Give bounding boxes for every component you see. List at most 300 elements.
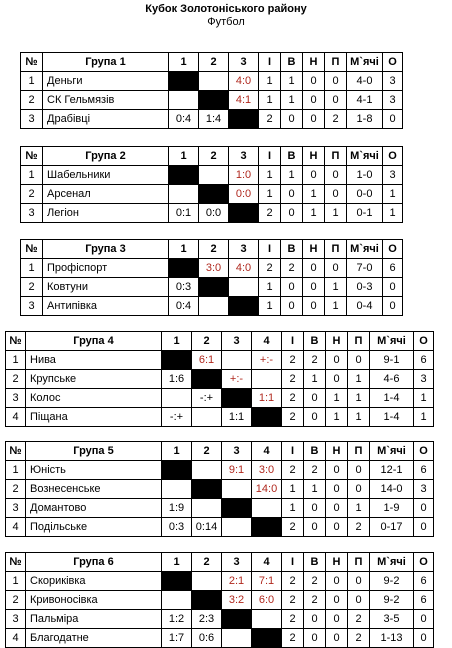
match-result: 2:3 xyxy=(192,610,222,629)
match-result: 4:0 xyxy=(229,259,259,278)
column-header: М`ячі xyxy=(370,442,414,461)
games-played: 2 xyxy=(259,204,281,223)
losses: 2 xyxy=(348,518,370,537)
column-header: П xyxy=(348,332,370,351)
table-row xyxy=(6,629,434,648)
match-result xyxy=(169,185,199,204)
losses: 0 xyxy=(348,480,370,499)
column-header: М`ячі xyxy=(370,332,414,351)
match-result: 9:1 xyxy=(222,461,252,480)
column-header: О xyxy=(383,53,403,72)
column-header: 2 xyxy=(199,240,229,259)
column-header: 4 xyxy=(252,332,282,351)
diagonal-cell xyxy=(169,259,199,278)
goals: 0-1 xyxy=(347,204,383,223)
losses: 0 xyxy=(325,91,347,110)
table-row xyxy=(6,389,434,408)
games-played: 2 xyxy=(282,351,304,370)
row-number: 1 xyxy=(21,72,43,91)
points: 3 xyxy=(383,91,403,110)
games-played: 2 xyxy=(282,389,304,408)
team-name: Піщана xyxy=(26,408,162,427)
losses: 0 xyxy=(348,591,370,610)
draws: 0 xyxy=(303,166,325,185)
wins: 0 xyxy=(304,629,326,648)
points: 3 xyxy=(414,370,434,389)
draws: 1 xyxy=(303,185,325,204)
goals: 7-0 xyxy=(347,259,383,278)
column-header: 2 xyxy=(192,553,222,572)
group-name: Група 3 xyxy=(43,240,169,259)
column-header: № xyxy=(6,332,26,351)
match-result xyxy=(199,166,229,185)
match-result xyxy=(222,351,252,370)
draws: 0 xyxy=(326,518,348,537)
draws: 0 xyxy=(303,278,325,297)
wins: 0 xyxy=(281,110,303,129)
group-name: Група 1 xyxy=(43,53,169,72)
draws: 1 xyxy=(303,204,325,223)
losses: 2 xyxy=(348,610,370,629)
table-header-row xyxy=(6,332,434,351)
games-played: 1 xyxy=(259,91,281,110)
team-name: Кривоносівка xyxy=(26,591,162,610)
column-header: Н xyxy=(326,332,348,351)
group-table-4 xyxy=(5,331,434,427)
goals: 1-4 xyxy=(370,408,414,427)
row-number: 4 xyxy=(6,629,26,648)
match-result xyxy=(222,480,252,499)
page-subtitle: Футбол xyxy=(207,16,245,28)
column-header: О xyxy=(383,240,403,259)
column-header: В xyxy=(281,147,303,166)
row-number: 2 xyxy=(6,591,26,610)
column-header: П xyxy=(348,553,370,572)
column-header: 3 xyxy=(229,53,259,72)
games-played: 2 xyxy=(259,110,281,129)
losses: 0 xyxy=(325,185,347,204)
group-table-2 xyxy=(20,146,403,223)
column-header: О xyxy=(414,442,434,461)
table-row xyxy=(6,480,434,499)
team-name: Драбівці xyxy=(43,110,169,129)
points: 1 xyxy=(383,185,403,204)
match-result: 1:9 xyxy=(162,499,192,518)
column-header: І xyxy=(259,53,281,72)
match-result: 3:0 xyxy=(252,461,282,480)
column-header: 3 xyxy=(222,332,252,351)
column-header: І xyxy=(282,332,304,351)
column-header: 3 xyxy=(229,147,259,166)
wins: 2 xyxy=(281,259,303,278)
match-result: 0:4 xyxy=(169,297,199,316)
losses: 0 xyxy=(325,166,347,185)
column-header: 4 xyxy=(252,442,282,461)
team-name: Профіспорт xyxy=(43,259,169,278)
losses: 0 xyxy=(348,572,370,591)
row-number: 1 xyxy=(6,461,26,480)
match-result xyxy=(199,72,229,91)
wins: 1 xyxy=(281,166,303,185)
points: 1 xyxy=(383,204,403,223)
diagonal-cell xyxy=(162,461,192,480)
table-row xyxy=(21,91,403,110)
wins: 0 xyxy=(304,389,326,408)
table-row xyxy=(6,461,434,480)
draws: 0 xyxy=(326,629,348,648)
wins: 1 xyxy=(281,72,303,91)
match-result xyxy=(162,591,192,610)
column-header: М`ячі xyxy=(347,240,383,259)
team-name: Легіон xyxy=(43,204,169,223)
draws: 0 xyxy=(326,610,348,629)
losses: 1 xyxy=(325,278,347,297)
games-played: 1 xyxy=(259,278,281,297)
column-header: 1 xyxy=(162,553,192,572)
draws: 0 xyxy=(326,499,348,518)
games-played: 1 xyxy=(259,297,281,316)
match-result xyxy=(199,297,229,316)
wins: 0 xyxy=(281,204,303,223)
column-header: № xyxy=(6,442,26,461)
match-result xyxy=(162,480,192,499)
goals: 9-1 xyxy=(370,351,414,370)
wins: 1 xyxy=(304,480,326,499)
draws: 0 xyxy=(326,572,348,591)
goals: 1-0 xyxy=(347,166,383,185)
match-result: 2:1 xyxy=(222,572,252,591)
draws: 0 xyxy=(326,591,348,610)
losses: 0 xyxy=(325,72,347,91)
column-header: 1 xyxy=(169,53,199,72)
match-result xyxy=(222,629,252,648)
match-result: 4:0 xyxy=(229,72,259,91)
match-result: 6:0 xyxy=(252,591,282,610)
diagonal-cell xyxy=(192,480,222,499)
goals: 1-9 xyxy=(370,499,414,518)
wins: 1 xyxy=(304,370,326,389)
match-result xyxy=(169,91,199,110)
points: 6 xyxy=(383,259,403,278)
wins: 2 xyxy=(304,572,326,591)
match-result xyxy=(192,408,222,427)
match-result: 1:7 xyxy=(162,629,192,648)
wins: 0 xyxy=(281,297,303,316)
column-header: 4 xyxy=(252,553,282,572)
column-header: № xyxy=(6,553,26,572)
column-header: М`ячі xyxy=(347,53,383,72)
goals: 0-4 xyxy=(347,297,383,316)
column-header: Н xyxy=(303,53,325,72)
table-row xyxy=(6,518,434,537)
column-header: М`ячі xyxy=(370,553,414,572)
games-played: 2 xyxy=(282,518,304,537)
page-title: Кубок Золотоніського району xyxy=(145,3,307,15)
diagonal-cell xyxy=(199,91,229,110)
column-header: П xyxy=(325,147,347,166)
match-result: 3:2 xyxy=(222,591,252,610)
diagonal-cell xyxy=(162,572,192,591)
draws: 0 xyxy=(326,370,348,389)
games-played: 2 xyxy=(282,572,304,591)
goals: 14-0 xyxy=(370,480,414,499)
team-name: Подільське xyxy=(26,518,162,537)
row-number: 4 xyxy=(6,408,26,427)
table-row xyxy=(6,499,434,518)
match-result: 1:2 xyxy=(162,610,192,629)
match-result: 1:1 xyxy=(252,389,282,408)
row-number: 4 xyxy=(6,518,26,537)
goals: 4-6 xyxy=(370,370,414,389)
match-result: 1:4 xyxy=(199,110,229,129)
column-header: 1 xyxy=(162,442,192,461)
diagonal-cell xyxy=(192,370,222,389)
goals: 12-1 xyxy=(370,461,414,480)
diagonal-cell xyxy=(252,629,282,648)
goals: 0-17 xyxy=(370,518,414,537)
table-row xyxy=(6,408,434,427)
match-result xyxy=(229,278,259,297)
draws: 0 xyxy=(303,91,325,110)
draws: 0 xyxy=(326,351,348,370)
match-result xyxy=(192,461,222,480)
table-row xyxy=(6,370,434,389)
match-result xyxy=(192,499,222,518)
losses: 1 xyxy=(348,389,370,408)
row-number: 3 xyxy=(6,389,26,408)
row-number: 1 xyxy=(21,259,43,278)
match-result xyxy=(252,370,282,389)
diagonal-cell xyxy=(222,389,252,408)
match-result: 0:0 xyxy=(199,204,229,223)
column-header: І xyxy=(282,442,304,461)
group-table-6 xyxy=(5,552,434,648)
row-number: 2 xyxy=(21,185,43,204)
column-header: І xyxy=(259,147,281,166)
row-number: 3 xyxy=(21,297,43,316)
table-header-row xyxy=(6,442,434,461)
match-result: 14:0 xyxy=(252,480,282,499)
group-name: Група 4 xyxy=(26,332,162,351)
draws: 1 xyxy=(326,408,348,427)
wins: 0 xyxy=(281,278,303,297)
games-played: 2 xyxy=(259,259,281,278)
column-header: О xyxy=(383,147,403,166)
wins: 0 xyxy=(304,610,326,629)
points: 0 xyxy=(414,629,434,648)
table-header-row xyxy=(21,147,403,166)
match-result xyxy=(192,572,222,591)
wins: 2 xyxy=(304,461,326,480)
column-header: 3 xyxy=(222,553,252,572)
goals: 1-13 xyxy=(370,629,414,648)
column-header: Н xyxy=(303,240,325,259)
points: 0 xyxy=(383,278,403,297)
column-header: В xyxy=(304,442,326,461)
diagonal-cell xyxy=(252,408,282,427)
team-name: Скориківка xyxy=(26,572,162,591)
diagonal-cell xyxy=(229,204,259,223)
column-header: П xyxy=(325,240,347,259)
points: 1 xyxy=(414,408,434,427)
table-row xyxy=(21,166,403,185)
table-row xyxy=(6,351,434,370)
points: 0 xyxy=(414,499,434,518)
team-name: Домантово xyxy=(26,499,162,518)
match-result: 0:4 xyxy=(169,110,199,129)
column-header: О xyxy=(414,332,434,351)
diagonal-cell xyxy=(252,518,282,537)
team-name: Крупське xyxy=(26,370,162,389)
group-name: Група 5 xyxy=(26,442,162,461)
points: 6 xyxy=(414,351,434,370)
points: 6 xyxy=(414,461,434,480)
table-row xyxy=(21,204,403,223)
points: 6 xyxy=(414,591,434,610)
team-name: Ковтуни xyxy=(43,278,169,297)
draws: 0 xyxy=(326,480,348,499)
points: 1 xyxy=(414,389,434,408)
draws: 0 xyxy=(303,259,325,278)
row-number: 1 xyxy=(6,572,26,591)
column-header: № xyxy=(21,147,43,166)
team-name: СК Гельмязів xyxy=(43,91,169,110)
column-header: І xyxy=(282,553,304,572)
match-result xyxy=(222,518,252,537)
table-row xyxy=(21,297,403,316)
wins: 0 xyxy=(281,185,303,204)
points: 3 xyxy=(383,166,403,185)
group-table-3 xyxy=(20,239,403,316)
losses: 2 xyxy=(348,629,370,648)
losses: 1 xyxy=(325,297,347,316)
row-number: 2 xyxy=(6,370,26,389)
match-result: 0:0 xyxy=(229,185,259,204)
row-number: 2 xyxy=(6,480,26,499)
column-header: О xyxy=(414,553,434,572)
wins: 1 xyxy=(281,91,303,110)
games-played: 2 xyxy=(282,370,304,389)
group-table-5 xyxy=(5,441,434,537)
games-played: 1 xyxy=(282,480,304,499)
wins: 2 xyxy=(304,351,326,370)
goals: 3-5 xyxy=(370,610,414,629)
draws: 0 xyxy=(303,297,325,316)
row-number: 1 xyxy=(21,166,43,185)
points: 0 xyxy=(414,518,434,537)
losses: 1 xyxy=(348,408,370,427)
losses: 0 xyxy=(348,461,370,480)
goals: 0-0 xyxy=(347,185,383,204)
table-header-row xyxy=(6,553,434,572)
match-result: 7:1 xyxy=(252,572,282,591)
match-result: -:+ xyxy=(192,389,222,408)
column-header: В xyxy=(304,332,326,351)
points: 6 xyxy=(414,572,434,591)
row-number: 1 xyxy=(6,351,26,370)
goals: 0-3 xyxy=(347,278,383,297)
column-header: Н xyxy=(326,442,348,461)
goals: 9-2 xyxy=(370,572,414,591)
goals: 1-8 xyxy=(347,110,383,129)
table-row xyxy=(21,185,403,204)
wins: 0 xyxy=(304,499,326,518)
row-number: 3 xyxy=(6,499,26,518)
match-result: 1:0 xyxy=(229,166,259,185)
table-row xyxy=(21,110,403,129)
column-header: 3 xyxy=(229,240,259,259)
group-name: Група 2 xyxy=(43,147,169,166)
points: 0 xyxy=(383,297,403,316)
group-table-1 xyxy=(20,52,403,129)
draws: 1 xyxy=(326,389,348,408)
match-result xyxy=(252,610,282,629)
games-played: 2 xyxy=(282,408,304,427)
match-result xyxy=(162,389,192,408)
team-name: Благодатне xyxy=(26,629,162,648)
table-row xyxy=(21,278,403,297)
match-result: +:- xyxy=(252,351,282,370)
table-row xyxy=(6,591,434,610)
column-header: Н xyxy=(303,147,325,166)
column-header: П xyxy=(348,442,370,461)
points: 0 xyxy=(414,610,434,629)
losses: 1 xyxy=(325,204,347,223)
match-result xyxy=(252,499,282,518)
games-played: 1 xyxy=(259,72,281,91)
match-result: -:+ xyxy=(162,408,192,427)
match-result: 0:14 xyxy=(192,518,222,537)
wins: 0 xyxy=(304,408,326,427)
diagonal-cell xyxy=(229,297,259,316)
group-name: Група 6 xyxy=(26,553,162,572)
diagonal-cell xyxy=(162,351,192,370)
match-result: 0:3 xyxy=(169,278,199,297)
column-header: В xyxy=(281,240,303,259)
team-name: Нива xyxy=(26,351,162,370)
team-name: Шабельники xyxy=(43,166,169,185)
row-number: 2 xyxy=(21,91,43,110)
draws: 0 xyxy=(303,110,325,129)
team-name: Арсенал xyxy=(43,185,169,204)
goals: 4-0 xyxy=(347,72,383,91)
goals: 1-4 xyxy=(370,389,414,408)
column-header: № xyxy=(21,240,43,259)
team-name: Колос xyxy=(26,389,162,408)
games-played: 1 xyxy=(282,499,304,518)
column-header: 1 xyxy=(162,332,192,351)
games-played: 1 xyxy=(259,185,281,204)
column-header: 2 xyxy=(199,53,229,72)
row-number: 3 xyxy=(21,110,43,129)
table-row xyxy=(6,572,434,591)
diagonal-cell xyxy=(222,499,252,518)
points: 0 xyxy=(383,110,403,129)
draws: 0 xyxy=(326,461,348,480)
match-result: 1:1 xyxy=(222,408,252,427)
team-name: Юність xyxy=(26,461,162,480)
diagonal-cell xyxy=(229,110,259,129)
column-header: В xyxy=(281,53,303,72)
diagonal-cell xyxy=(222,610,252,629)
column-header: М`ячі xyxy=(347,147,383,166)
games-played: 2 xyxy=(282,591,304,610)
column-header: 3 xyxy=(222,442,252,461)
games-played: 2 xyxy=(282,629,304,648)
games-played: 1 xyxy=(259,166,281,185)
column-header: В xyxy=(304,553,326,572)
column-header: 2 xyxy=(192,332,222,351)
